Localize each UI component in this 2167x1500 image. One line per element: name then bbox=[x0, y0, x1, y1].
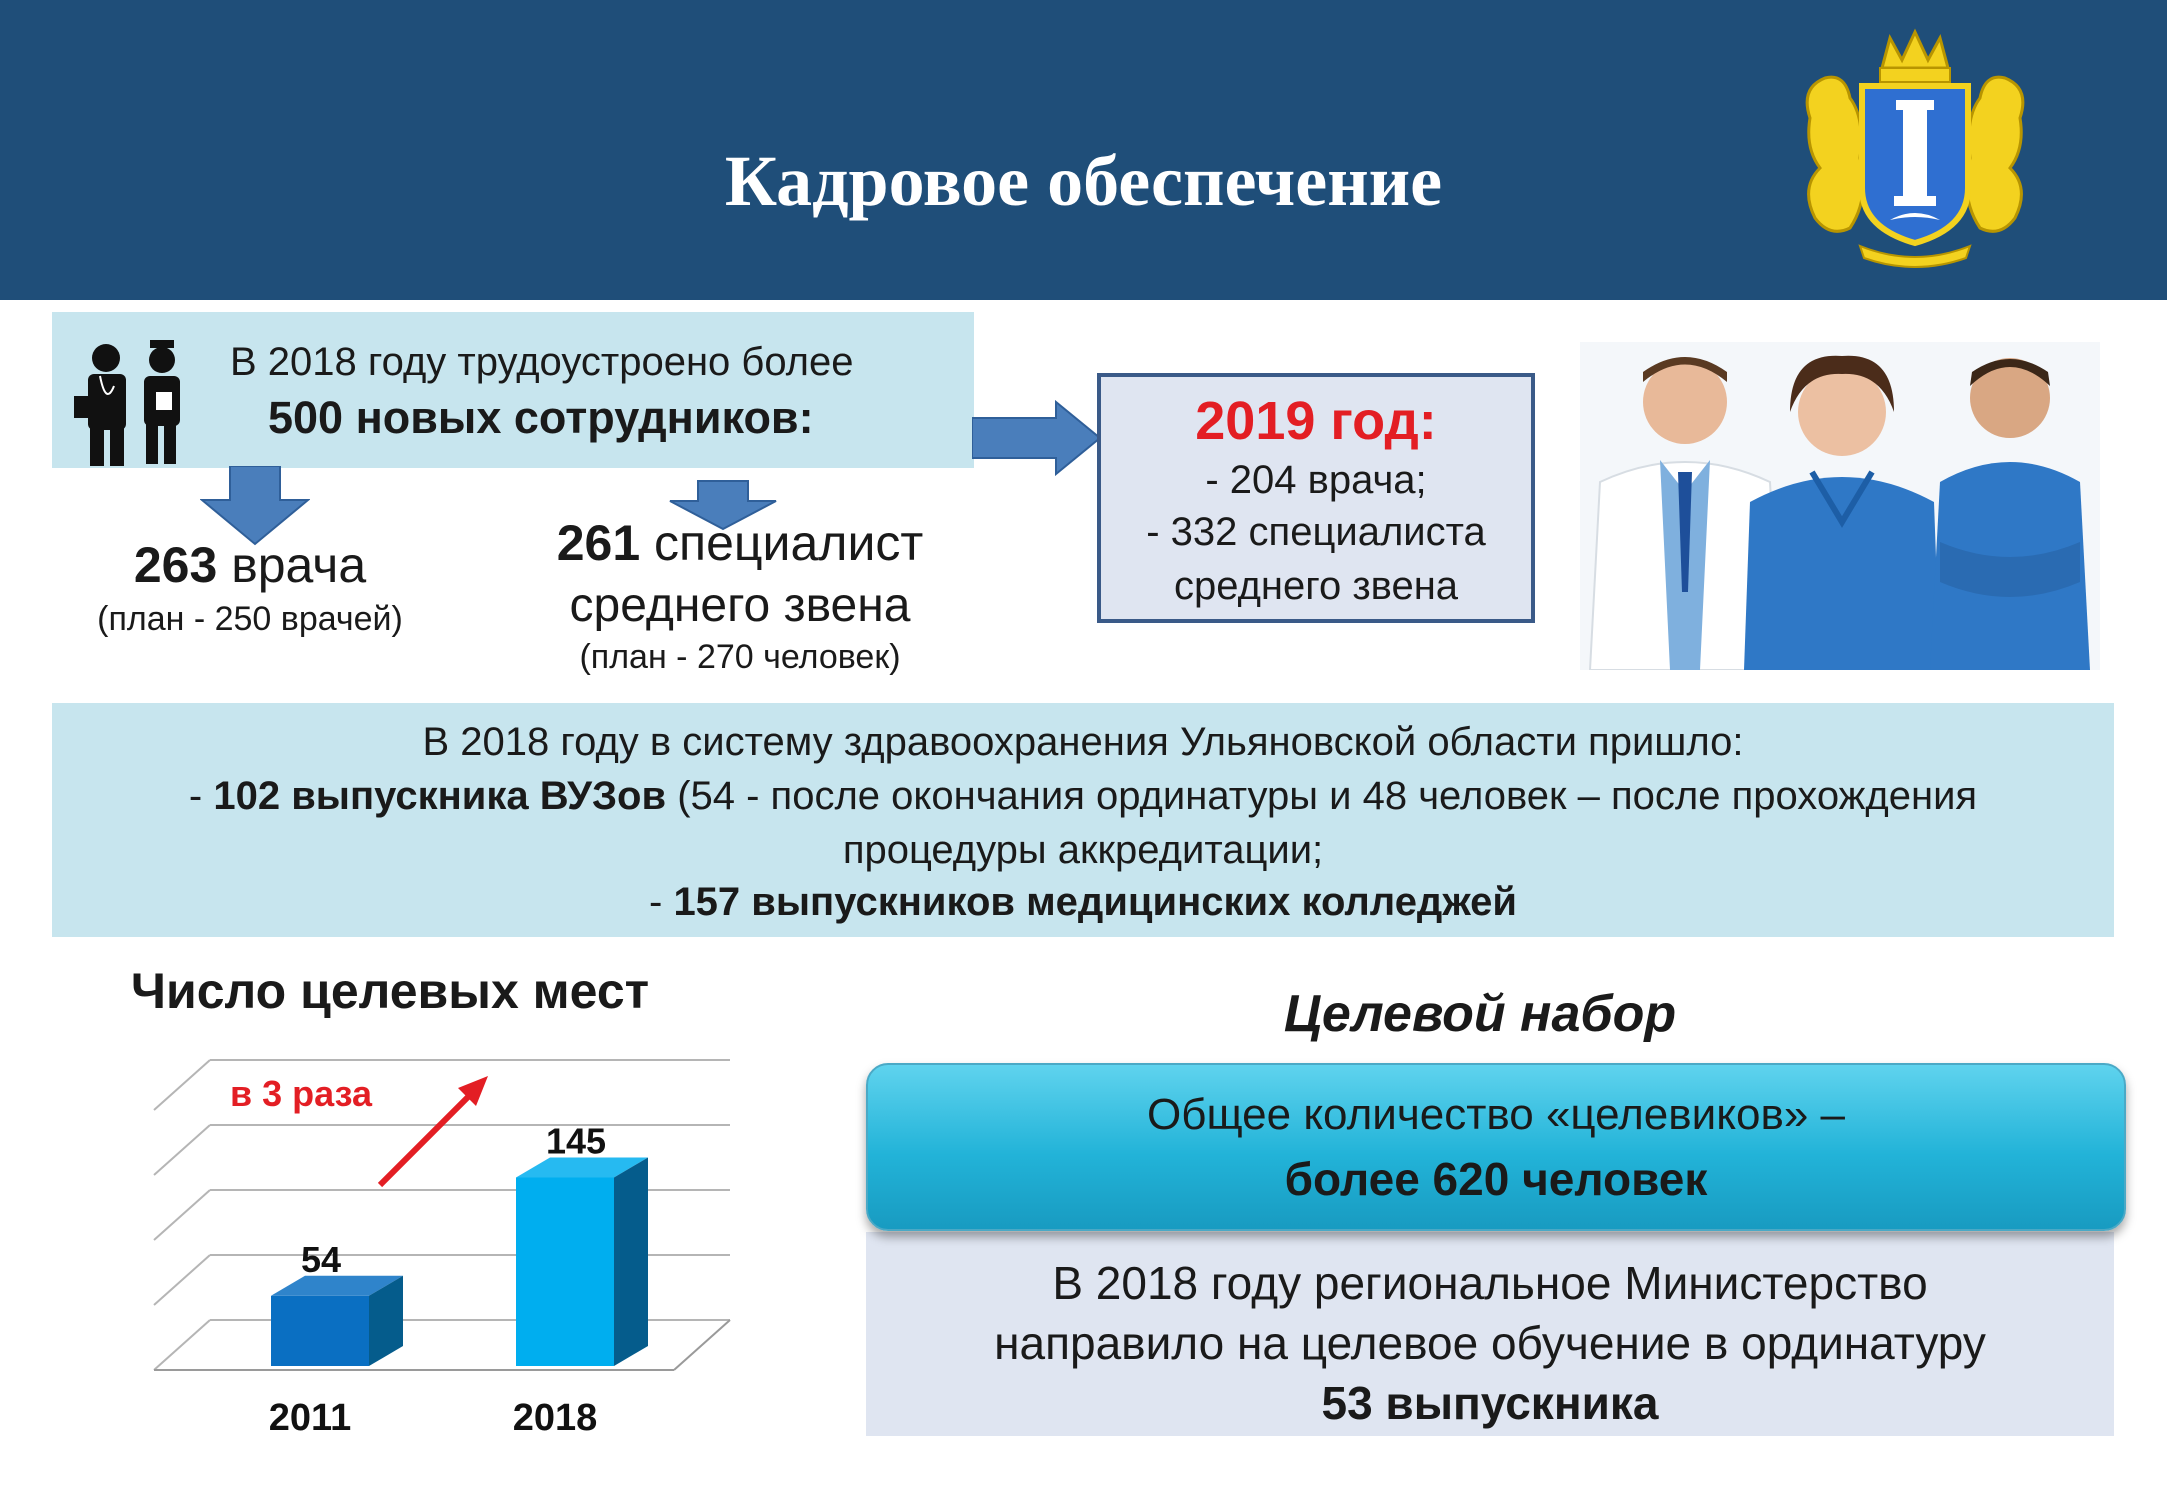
specialists-label: специалист bbox=[640, 515, 924, 571]
doctor-nurse-icon bbox=[74, 336, 194, 468]
doctors-stat bbox=[70, 536, 430, 594]
bar-2018 bbox=[516, 1178, 614, 1367]
year-2019-line-1: - 204 врача; bbox=[1205, 458, 1427, 502]
growth-annotation: в 3 раза bbox=[230, 1073, 373, 1114]
x-tick-2018: 2018 bbox=[512, 1397, 598, 1439]
specialists-value: 261 bbox=[556, 515, 641, 571]
graduates-line-2-prefix: - bbox=[188, 774, 214, 818]
gridline-side bbox=[154, 1320, 210, 1370]
bar-2011 bbox=[271, 1296, 369, 1366]
year-2019-line-3: среднего звена bbox=[1173, 564, 1459, 608]
graduates-line-4-prefix: - bbox=[649, 880, 674, 924]
x-tick-2011: 2011 bbox=[268, 1397, 352, 1439]
doctors-label: врача bbox=[217, 537, 367, 593]
graduates-line-4 bbox=[52, 880, 2114, 925]
gridline-side bbox=[154, 1125, 210, 1175]
page-title: Кадровое обеспечение bbox=[724, 141, 1443, 221]
coat-of-arms-icon bbox=[1790, 28, 2040, 268]
graduates-line-3: процедуры аккредитации; bbox=[842, 828, 1324, 872]
ministry-line-1: В 2018 году региональное Министерство bbox=[1052, 1257, 1928, 1309]
medical-staff-photo bbox=[1580, 342, 2100, 670]
gridline-side bbox=[154, 1060, 210, 1110]
year-2019-line-2: - 332 специалиста bbox=[1146, 510, 1486, 554]
year-2019-title: 2019 год: bbox=[1195, 391, 1437, 451]
graduates-line-2 bbox=[52, 774, 2114, 819]
graduates-line-1: В 2018 году в систему здравоохранения Ульяновской области пришло: bbox=[422, 720, 1744, 764]
chart-title: Число целевых мест bbox=[130, 963, 650, 1019]
specialists-plan: (план - 270 человек) bbox=[579, 638, 901, 676]
specialists-label-2: среднего звена bbox=[569, 579, 911, 632]
data-label-2018: 145 bbox=[546, 1120, 607, 1162]
ministry-line-2: направило на целевое обучение в ординатуру bbox=[994, 1317, 1986, 1369]
gridline-side bbox=[154, 1255, 210, 1305]
target-total-line-1: Общее количество «целевиков» – bbox=[1147, 1090, 1845, 1139]
graduates-line-2-rest: (54 - после окончания ординатуры и 48 человек – после прохождения bbox=[666, 774, 1978, 818]
ministry-line-3: 53 выпускника bbox=[1321, 1377, 1659, 1429]
doctors-value: 263 bbox=[133, 537, 218, 593]
target-total-line-2: более 620 человек bbox=[1284, 1153, 1708, 1205]
target-places-chart bbox=[140, 1040, 740, 1440]
hired-line-2: 500 новых сотрудников: bbox=[268, 392, 814, 443]
doctors-plan: (план - 250 врачей) bbox=[97, 600, 403, 638]
data-label-2011: 54 bbox=[301, 1238, 342, 1280]
target-heading: Целевой набор bbox=[1283, 985, 1677, 1043]
floor-right bbox=[674, 1320, 730, 1370]
graduates-colleges: 157 выпускников медицинских колледжей bbox=[673, 880, 1517, 924]
arrow-down-icon bbox=[200, 466, 310, 546]
specialists-stat bbox=[510, 514, 970, 572]
growth-arrow-icon bbox=[380, 1090, 475, 1185]
arrow-right-icon bbox=[972, 400, 1102, 476]
bar-side-2018 bbox=[614, 1158, 648, 1367]
graduates-universities: 102 выпускника ВУЗов bbox=[213, 774, 667, 818]
hired-line-1: В 2018 году трудоустроено более bbox=[230, 340, 854, 384]
gridline-side bbox=[154, 1190, 210, 1240]
